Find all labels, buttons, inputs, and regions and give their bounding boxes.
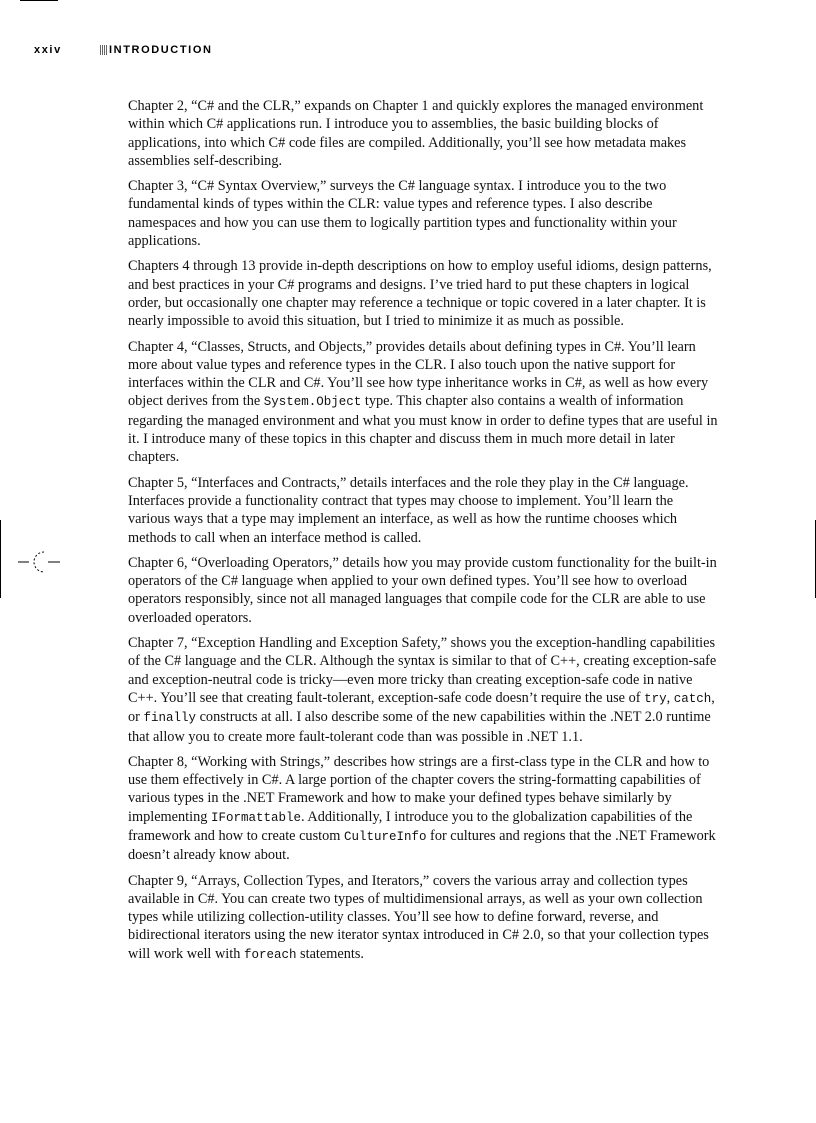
paragraph-chapter-7	[128, 634, 718, 746]
paragraph-text: . Additionally, I introduce you to the globalization capabilities of the framework and how to create custom	[128, 808, 693, 844]
code-term: finally	[143, 711, 196, 726]
code-term: CultureInfo	[343, 829, 427, 844]
paragraph-text: Chapter 6, “Overloading Operators,” details how you may provide custom functionality for the built-in operators of the C# language when applied to your own defined types. You’ll see how to overload operators responsibly, since not all managed languages that compile code for the CLR are able to use overloaded operators.	[128, 554, 717, 626]
paragraph-text: for cultures and regions that the .NET Framework doesn’t already know about.	[128, 827, 716, 864]
paragraph-text: Chapter 8, “Working with Strings,” describes how strings are a first-class type in the CLR and how to use them effectively in C#. A large portion of the chapter covers the string-formatting capabilities of various types in the .NET Framework and how to make your defined types behave similarly by implementing	[128, 753, 710, 825]
paragraph-text: , or	[128, 689, 715, 726]
section-title: INTRODUCTION	[109, 44, 213, 56]
left-margin-bar	[0, 520, 1, 598]
paragraph-chapter-2	[128, 97, 718, 170]
paragraph-chapters-4-13	[128, 257, 718, 330]
code-term: catch	[673, 691, 712, 706]
code-term: System.Object	[263, 395, 362, 410]
paragraph-text: Chapter 3, “C# Syntax Overview,” surveys the C# language syntax. I introduce you to the two fundamental kinds of types within the CLR: value types and reference types. I also describe namespaces and how you can use them to logically partition types and functionality within your applications.	[128, 178, 677, 250]
paragraph-text: Chapter 2, “C# and the CLR,” expands on Chapter 1 and quickly explores the managed environment within which C# applications run. I introduce you to assemblies, the basic building blocks of applications, into which C# code files are compiled. Additionally, you’ll see how metadata makes assemblies self-describing.	[128, 98, 704, 169]
top-crop-rule	[20, 0, 58, 1]
paragraph-chapter-5	[128, 474, 718, 547]
paragraph-text: Chapters 4 through 13 provide in-depth descriptions on how to employ useful idioms, design patterns, and best practices in your C# programs and designs. I’ve tried hard to put these chapters in logical order, but occasionally one chapter may reference a technique or topic covered in a later chapter. It is nearly impossible to avoid this situation, but I tried to minimize it as much as possible.	[128, 258, 712, 330]
paragraph-text: Chapter 5, “Interfaces and Contracts,” details interfaces and the role they play in the C# language. Interfaces provide a functionality contract that types may choose to implement. You’ll learn the various ways that a type may implement an interface, as well as how the runtime chooses which methods to call when an interface method is called.	[128, 474, 689, 546]
paragraph-chapter-3	[128, 177, 718, 250]
paragraph-chapter-6	[128, 554, 718, 627]
code-term: try	[644, 691, 667, 706]
registration-mark-icon	[18, 550, 62, 574]
paragraph-text: Chapter 7, “Exception Handling and Exception Safety,” shows you the exception-handling capabilities of the C# language and the CLR. Although the syntax is similar to that of C++, creating exception-safe and exception-neutral code is tricky—even more tricky than creating exception-safe code in native C++. You’ll see that creating fault-tolerant, exception-safe code doesn’t require the use of	[128, 635, 717, 706]
paragraph-text: ,	[666, 689, 674, 706]
page-number: xxiv	[34, 44, 62, 56]
code-term: IFormattable	[211, 810, 302, 825]
paragraph-text: constructs at all. I also describe some of the new capabilities within the .NET 2.0 runtime that allow you to create more fault-tolerant code than was possible in .NET 1.1.	[128, 709, 711, 745]
code-term: foreach	[243, 947, 297, 962]
body-text	[128, 97, 718, 971]
paragraph-text: type. This chapter also contains a wealth of information regarding the managed environment and what you must know in order to define types that are useful in it. I introduce many of these topics in this chapter and discuss them in much more detail in later chapters.	[128, 393, 718, 466]
paragraph-chapter-9	[128, 872, 718, 964]
paragraph-chapter-8	[128, 753, 718, 865]
paragraph-text: Chapter 4, “Classes, Structs, and Objects,” provides details about defining types in C#. You’ll learn more about value types and reference types in the CLR. I also touch upon the native support for interfaces within the CLR and C#. You’ll see how type inheritance works in C#, as well as how every object derives from the	[128, 338, 709, 410]
paragraph-text: statements.	[296, 945, 364, 962]
paragraph-text: Chapter 9, “Arrays, Collection Types, and Iterators,” covers the various array and collection types available in C#. You can create two types of multidimensional arrays, as well as your own collection types while utilizing collection-utility classes. You’ll see how to define forward, reverse, and bidirectional iterators using the new iterator syntax introduced in C# 2.0, so that your collection types will work well with	[128, 872, 709, 962]
header-ornament-icon	[100, 45, 107, 55]
paragraph-chapter-4	[128, 338, 718, 467]
